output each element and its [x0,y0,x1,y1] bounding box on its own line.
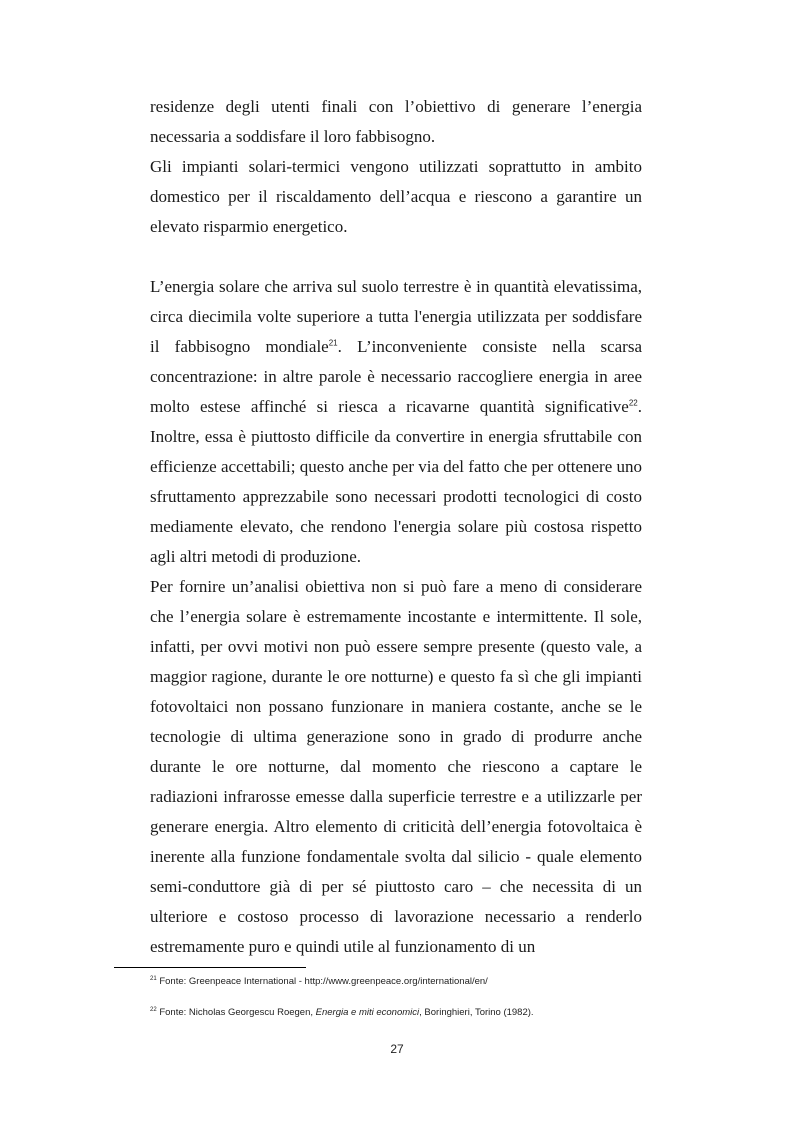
paragraph-2: Gli impianti solari-termici vengono utilizzati soprattutto in ambito domestico per il riscaldamento dell’acqua e riescono a garantire un elevato risparmio energetico. [150,157,642,236]
paragraph-1: residenze degli utenti finali con l’obiettivo di generare l’energia necessaria a soddisfare il loro fabbisogno. [150,97,642,146]
body-text [150,92,642,962]
footnote-22 [150,1007,534,1018]
paragraph-4: Per fornire un’analisi obiettiva non si può fare a meno di considerare che l’energia solare è estremamente incostante e intermittente. Il sole, infatti, per ovvi motivi non può essere sempre presente (questo vale, a maggior ragione, durante le ore notturne) e questo fa sì che gli impianti fotovoltaici non possano funzionare in maniera costante, anche se le tecnologie di ultima generazione sono in grado di produrre anche durante le ore notturne, dal momento che riescono a captare le radiazioni infrarosse emesse dalla superficie terrestre e a utilizzarle per generare energia. Altro elemento di criticità dell’energia fotovoltaica è inerente alla funzione fondamentale svolta dal silicio - quale elemento semi-conduttore già di per sé piuttosto caro – che necessita di un ulteriore e costoso processo di lavorazione necessario a renderlo estremamente puro e quindi utile al funzionamento di un [150,577,642,956]
footnote-text-before: Fonte: Nicholas Georgescu Roegen, [159,1007,316,1018]
footnote-book-title: Energia e miti economici [315,1007,420,1018]
footnote-text: Fonte: Greenpeace International - http://www.greenpeace.org/international/en/ [159,976,488,987]
footnote-reference-21: 21 [328,338,338,348]
paragraph-3-part-3: . Inoltre, essa è piuttosto difficile da convertire in energia sfruttabile con efficienze accettabili; questo anche per via del fatto che per ottenere uno sfruttamento apprezzabile sono necessari prodotti tecnologici di costo mediamente elevato, che rendono l'energia solare più costosa rispetto agli altri metodi di produzione. [150,397,642,566]
paragraph-3 [150,272,642,572]
footnote-number: 22 [150,1006,157,1013]
footnote-number: 21 [150,975,157,982]
page-number: 27 [390,1042,404,1056]
footnote-text-after: , Boringhieri, Torino (1982). [419,1007,534,1018]
footnote-21 [150,976,488,987]
footnote-reference-22: 22 [628,398,638,408]
paragraph-3-part-2: . L’inconveniente consiste nella scarsa concentrazione: in altre parole è necessario raccogliere energia in aree molto estese affinché si riesca a ricavarne quantità significative [150,337,642,416]
footnote-separator [114,967,306,968]
paragraph-3-part-1: L’energia solare che arriva sul suolo terrestre è in quantità elevatissima, circa diecimila volte superiore a tutta l'energia utilizzata per soddisfare il fabbisogno mondiale [150,277,642,356]
